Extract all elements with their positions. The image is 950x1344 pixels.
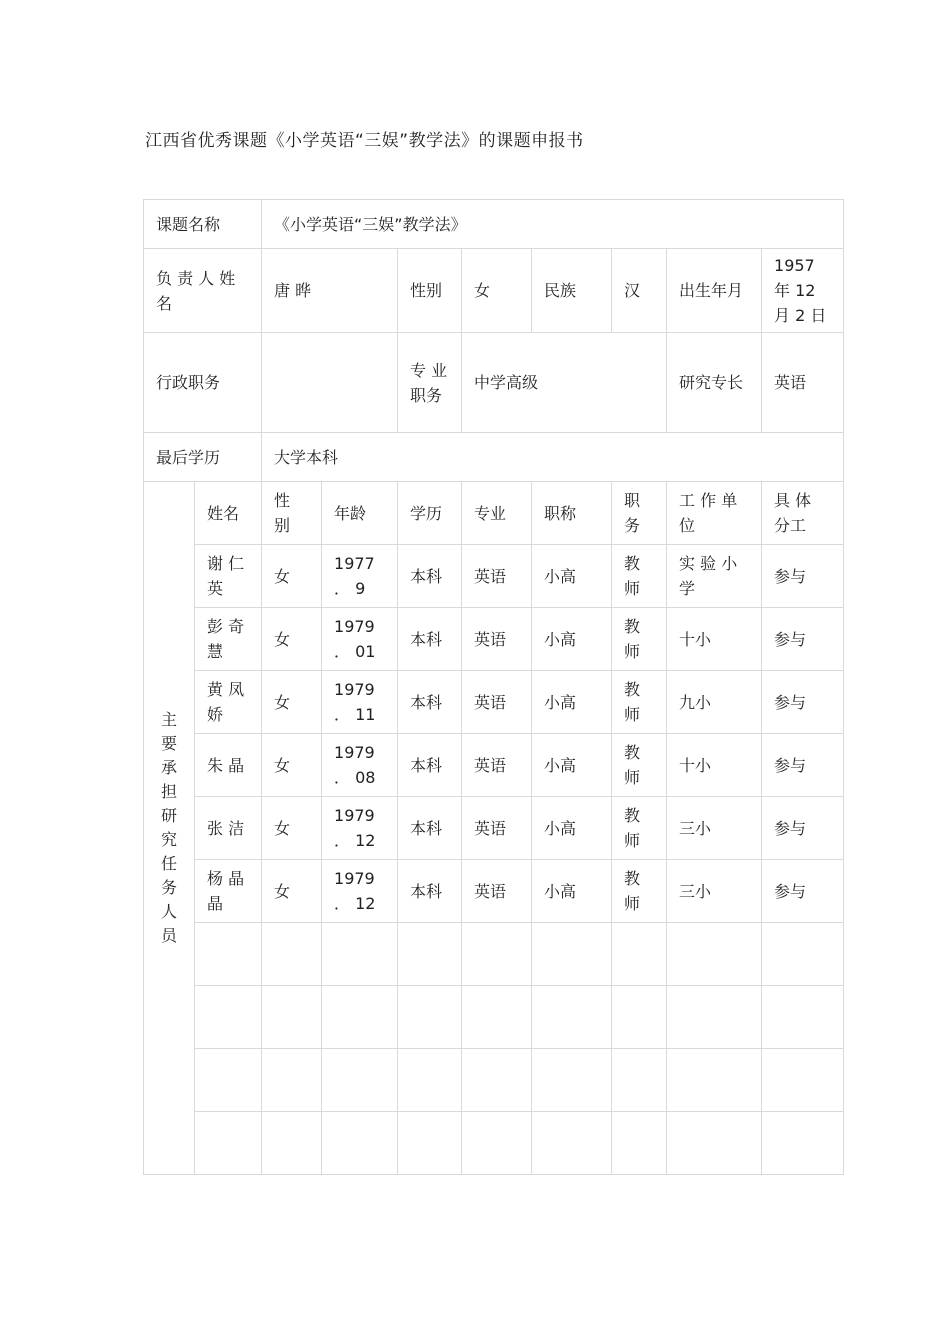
- topic-label: 课题名称: [144, 200, 262, 249]
- empty-cell: [398, 1049, 462, 1112]
- leader-row: [144, 249, 844, 333]
- member-cell: 教 师: [612, 860, 667, 923]
- empty-cell: [532, 923, 612, 986]
- member-cell: 张 洁: [195, 797, 262, 860]
- prof-title-value: 中学高级: [462, 333, 667, 433]
- member-cell: 三小: [667, 860, 762, 923]
- members-label: 主要承担研究任务人员: [144, 482, 195, 1175]
- member-row: [144, 797, 844, 860]
- member-cell: 英语: [462, 608, 532, 671]
- header-cell: 姓名: [195, 482, 262, 545]
- empty-cell: [612, 1112, 667, 1175]
- empty-cell: [262, 986, 322, 1049]
- member-cell: 教 师: [612, 797, 667, 860]
- member-cell: 实 验 小 学: [667, 545, 762, 608]
- member-cell: 英语: [462, 797, 532, 860]
- empty-member-row: [144, 1112, 844, 1175]
- empty-cell: [612, 923, 667, 986]
- header-cell: 职 务: [612, 482, 667, 545]
- member-cell: 黄 凤 娇: [195, 671, 262, 734]
- member-cell: 女: [262, 797, 322, 860]
- education-row: [144, 433, 844, 482]
- empty-cell: [262, 923, 322, 986]
- member-cell: 小高: [532, 797, 612, 860]
- member-row: [144, 545, 844, 608]
- member-cell: 本科: [398, 860, 462, 923]
- ethnicity-label: 民族: [532, 249, 612, 333]
- empty-cell: [195, 986, 262, 1049]
- document-title: 江西省优秀课题《小学英语“三娱”教学法》的课题申报书: [145, 131, 584, 151]
- empty-cell: [532, 1112, 612, 1175]
- empty-cell: [262, 1049, 322, 1112]
- header-cell: 工 作 单 位: [667, 482, 762, 545]
- member-cell: 十小: [667, 608, 762, 671]
- member-cell: 参与: [762, 797, 844, 860]
- member-cell: 本科: [398, 608, 462, 671]
- member-cell: 1977 ． 9: [322, 545, 398, 608]
- member-cell: 教 师: [612, 608, 667, 671]
- application-form-table: [143, 199, 844, 1175]
- member-row: [144, 860, 844, 923]
- empty-cell: [195, 923, 262, 986]
- specialty-label: 研究专长: [667, 333, 762, 433]
- member-cell: 本科: [398, 671, 462, 734]
- member-cell: 彭 奇 慧: [195, 608, 262, 671]
- member-cell: 杨 晶 晶: [195, 860, 262, 923]
- empty-cell: [195, 1049, 262, 1112]
- member-row: [144, 608, 844, 671]
- empty-cell: [762, 1112, 844, 1175]
- member-cell: 小高: [532, 860, 612, 923]
- empty-cell: [462, 1112, 532, 1175]
- member-cell: 十小: [667, 734, 762, 797]
- member-cell: 朱 晶: [195, 734, 262, 797]
- empty-cell: [762, 1049, 844, 1112]
- header-cell: 职称: [532, 482, 612, 545]
- member-cell: 参与: [762, 671, 844, 734]
- empty-cell: [398, 923, 462, 986]
- empty-cell: [667, 1049, 762, 1112]
- header-cell: 专业: [462, 482, 532, 545]
- gender-label: 性别: [398, 249, 462, 333]
- topic-row: [144, 200, 844, 249]
- empty-cell: [322, 986, 398, 1049]
- empty-cell: [667, 1112, 762, 1175]
- empty-cell: [762, 986, 844, 1049]
- admin-post-label: 行政职务: [144, 333, 262, 433]
- education-label: 最后学历: [144, 433, 262, 482]
- birth-value: 1957 年 12 月 2 日: [762, 249, 844, 333]
- member-cell: 女: [262, 608, 322, 671]
- member-cell: 1979 ． 11: [322, 671, 398, 734]
- member-cell: 谢 仁 英: [195, 545, 262, 608]
- empty-cell: [398, 1112, 462, 1175]
- member-cell: 教 师: [612, 671, 667, 734]
- member-cell: 女: [262, 734, 322, 797]
- member-cell: 1979 ． 08: [322, 734, 398, 797]
- member-cell: 本科: [398, 545, 462, 608]
- member-cell: 英语: [462, 671, 532, 734]
- empty-cell: [667, 986, 762, 1049]
- empty-cell: [612, 986, 667, 1049]
- member-cell: 小高: [532, 608, 612, 671]
- post-row: [144, 333, 844, 433]
- header-cell: 性 别: [262, 482, 322, 545]
- empty-cell: [262, 1112, 322, 1175]
- leader-label: 负 责 人 姓 名: [144, 249, 262, 333]
- empty-cell: [398, 986, 462, 1049]
- education-value: 大学本科: [262, 433, 844, 482]
- member-cell: 小高: [532, 545, 612, 608]
- prof-title-label: 专 业 职务: [398, 333, 462, 433]
- empty-member-row: [144, 1049, 844, 1112]
- member-cell: 小高: [532, 734, 612, 797]
- member-cell: 小高: [532, 671, 612, 734]
- member-cell: 女: [262, 671, 322, 734]
- empty-cell: [612, 1049, 667, 1112]
- member-row: [144, 671, 844, 734]
- member-cell: 女: [262, 860, 322, 923]
- empty-cell: [667, 923, 762, 986]
- member-cell: 1979 ． 12: [322, 860, 398, 923]
- member-cell: 女: [262, 545, 322, 608]
- empty-cell: [532, 986, 612, 1049]
- empty-cell: [322, 923, 398, 986]
- empty-cell: [322, 1112, 398, 1175]
- header-cell: 具 体 分工: [762, 482, 844, 545]
- specialty-value: 英语: [762, 333, 844, 433]
- empty-cell: [462, 986, 532, 1049]
- member-cell: 1979 ． 12: [322, 797, 398, 860]
- member-cell: 教 师: [612, 545, 667, 608]
- empty-cell: [462, 1049, 532, 1112]
- gender-value: 女: [462, 249, 532, 333]
- birth-label: 出生年月: [667, 249, 762, 333]
- member-cell: 本科: [398, 797, 462, 860]
- ethnicity-value: 汉: [612, 249, 667, 333]
- topic-value: 《小学英语“三娱”教学法》: [262, 200, 844, 249]
- empty-member-row: [144, 923, 844, 986]
- member-cell: 英语: [462, 860, 532, 923]
- empty-cell: [532, 1049, 612, 1112]
- leader-value: 唐 晔: [262, 249, 398, 333]
- member-cell: 参与: [762, 545, 844, 608]
- member-cell: 参与: [762, 860, 844, 923]
- empty-member-row: [144, 986, 844, 1049]
- member-cell: 九小: [667, 671, 762, 734]
- empty-cell: [322, 1049, 398, 1112]
- header-cell: 年龄: [322, 482, 398, 545]
- member-cell: 教 师: [612, 734, 667, 797]
- member-cell: 三小: [667, 797, 762, 860]
- member-cell: 参与: [762, 734, 844, 797]
- admin-post-value: [262, 333, 398, 433]
- member-cell: 参与: [762, 608, 844, 671]
- header-cell: 学历: [398, 482, 462, 545]
- member-cell: 英语: [462, 545, 532, 608]
- members-header-row: [144, 482, 844, 545]
- empty-cell: [195, 1112, 262, 1175]
- member-cell: 英语: [462, 734, 532, 797]
- member-cell: 1979 ． 01: [322, 608, 398, 671]
- member-row: [144, 734, 844, 797]
- empty-cell: [462, 923, 532, 986]
- member-cell: 本科: [398, 734, 462, 797]
- empty-cell: [762, 923, 844, 986]
